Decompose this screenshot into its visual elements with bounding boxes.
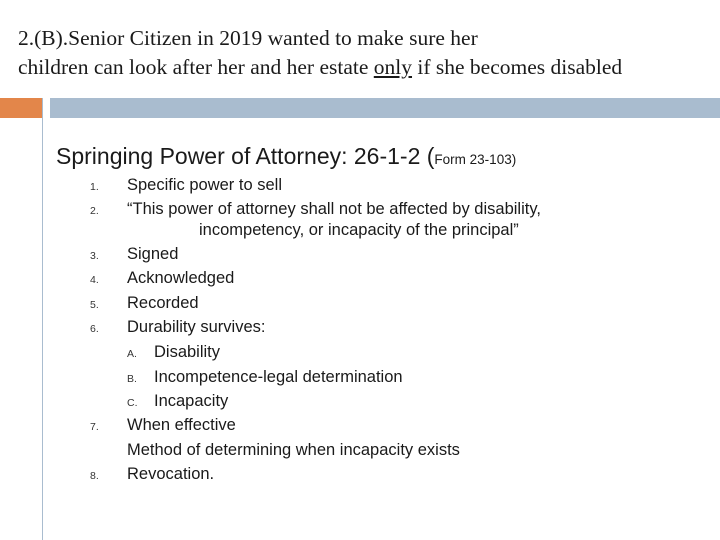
sub-list-letter: A. [127, 348, 137, 360]
slide-title [18, 24, 708, 82]
title-underlined-word: only [373, 55, 413, 79]
heading-main: Springing Power of Attorney: 26-1-2 ( [56, 143, 435, 169]
list-number: 1. [90, 181, 99, 193]
title-line-2-start: children can look after her and her estate [18, 55, 374, 79]
sub-list-item: Incompetence-legal determination [154, 368, 403, 386]
list-number: 5. [90, 299, 99, 311]
list-item: “This power of attorney shall not be affected by disability, [127, 200, 541, 218]
list-item: Signed [127, 245, 179, 263]
sub-list-item: Disability [154, 343, 221, 361]
list-item: Durability survives: [127, 318, 266, 336]
accent-bar-orange [0, 98, 42, 118]
list-number: 8. [90, 470, 99, 482]
title-line-2-end: if she becomes disabled [412, 55, 623, 79]
title-line-1: 2.(B).Senior Citizen in 2019 wanted to make sure her [18, 26, 478, 50]
accent-bar-blue [50, 98, 720, 118]
title-line-2 [18, 53, 708, 82]
list-item: Revocation. [127, 465, 215, 483]
list-item: When effective [127, 416, 236, 434]
sub-list-item: Incapacity [154, 392, 229, 410]
list-number: 6. [90, 323, 99, 335]
heading-form-number: Form 23-103) [434, 152, 517, 167]
vertical-divider [42, 98, 43, 540]
list-number: 7. [90, 421, 99, 433]
list-number: 3. [90, 250, 99, 262]
list-item: Specific power to sell [127, 176, 282, 194]
list-number: 4. [90, 274, 99, 286]
section-heading [56, 143, 516, 170]
sub-list-letter: C. [127, 397, 138, 409]
sub-list-letter: B. [127, 373, 137, 385]
list-item: Recorded [127, 294, 199, 312]
list-number: 2. [90, 205, 99, 217]
list-item-continuation: Method of determining when incapacity exists [127, 441, 460, 459]
list-item: Acknowledged [127, 269, 235, 287]
list-item-continuation: incompetency, or incapacity of the principal” [199, 221, 519, 239]
